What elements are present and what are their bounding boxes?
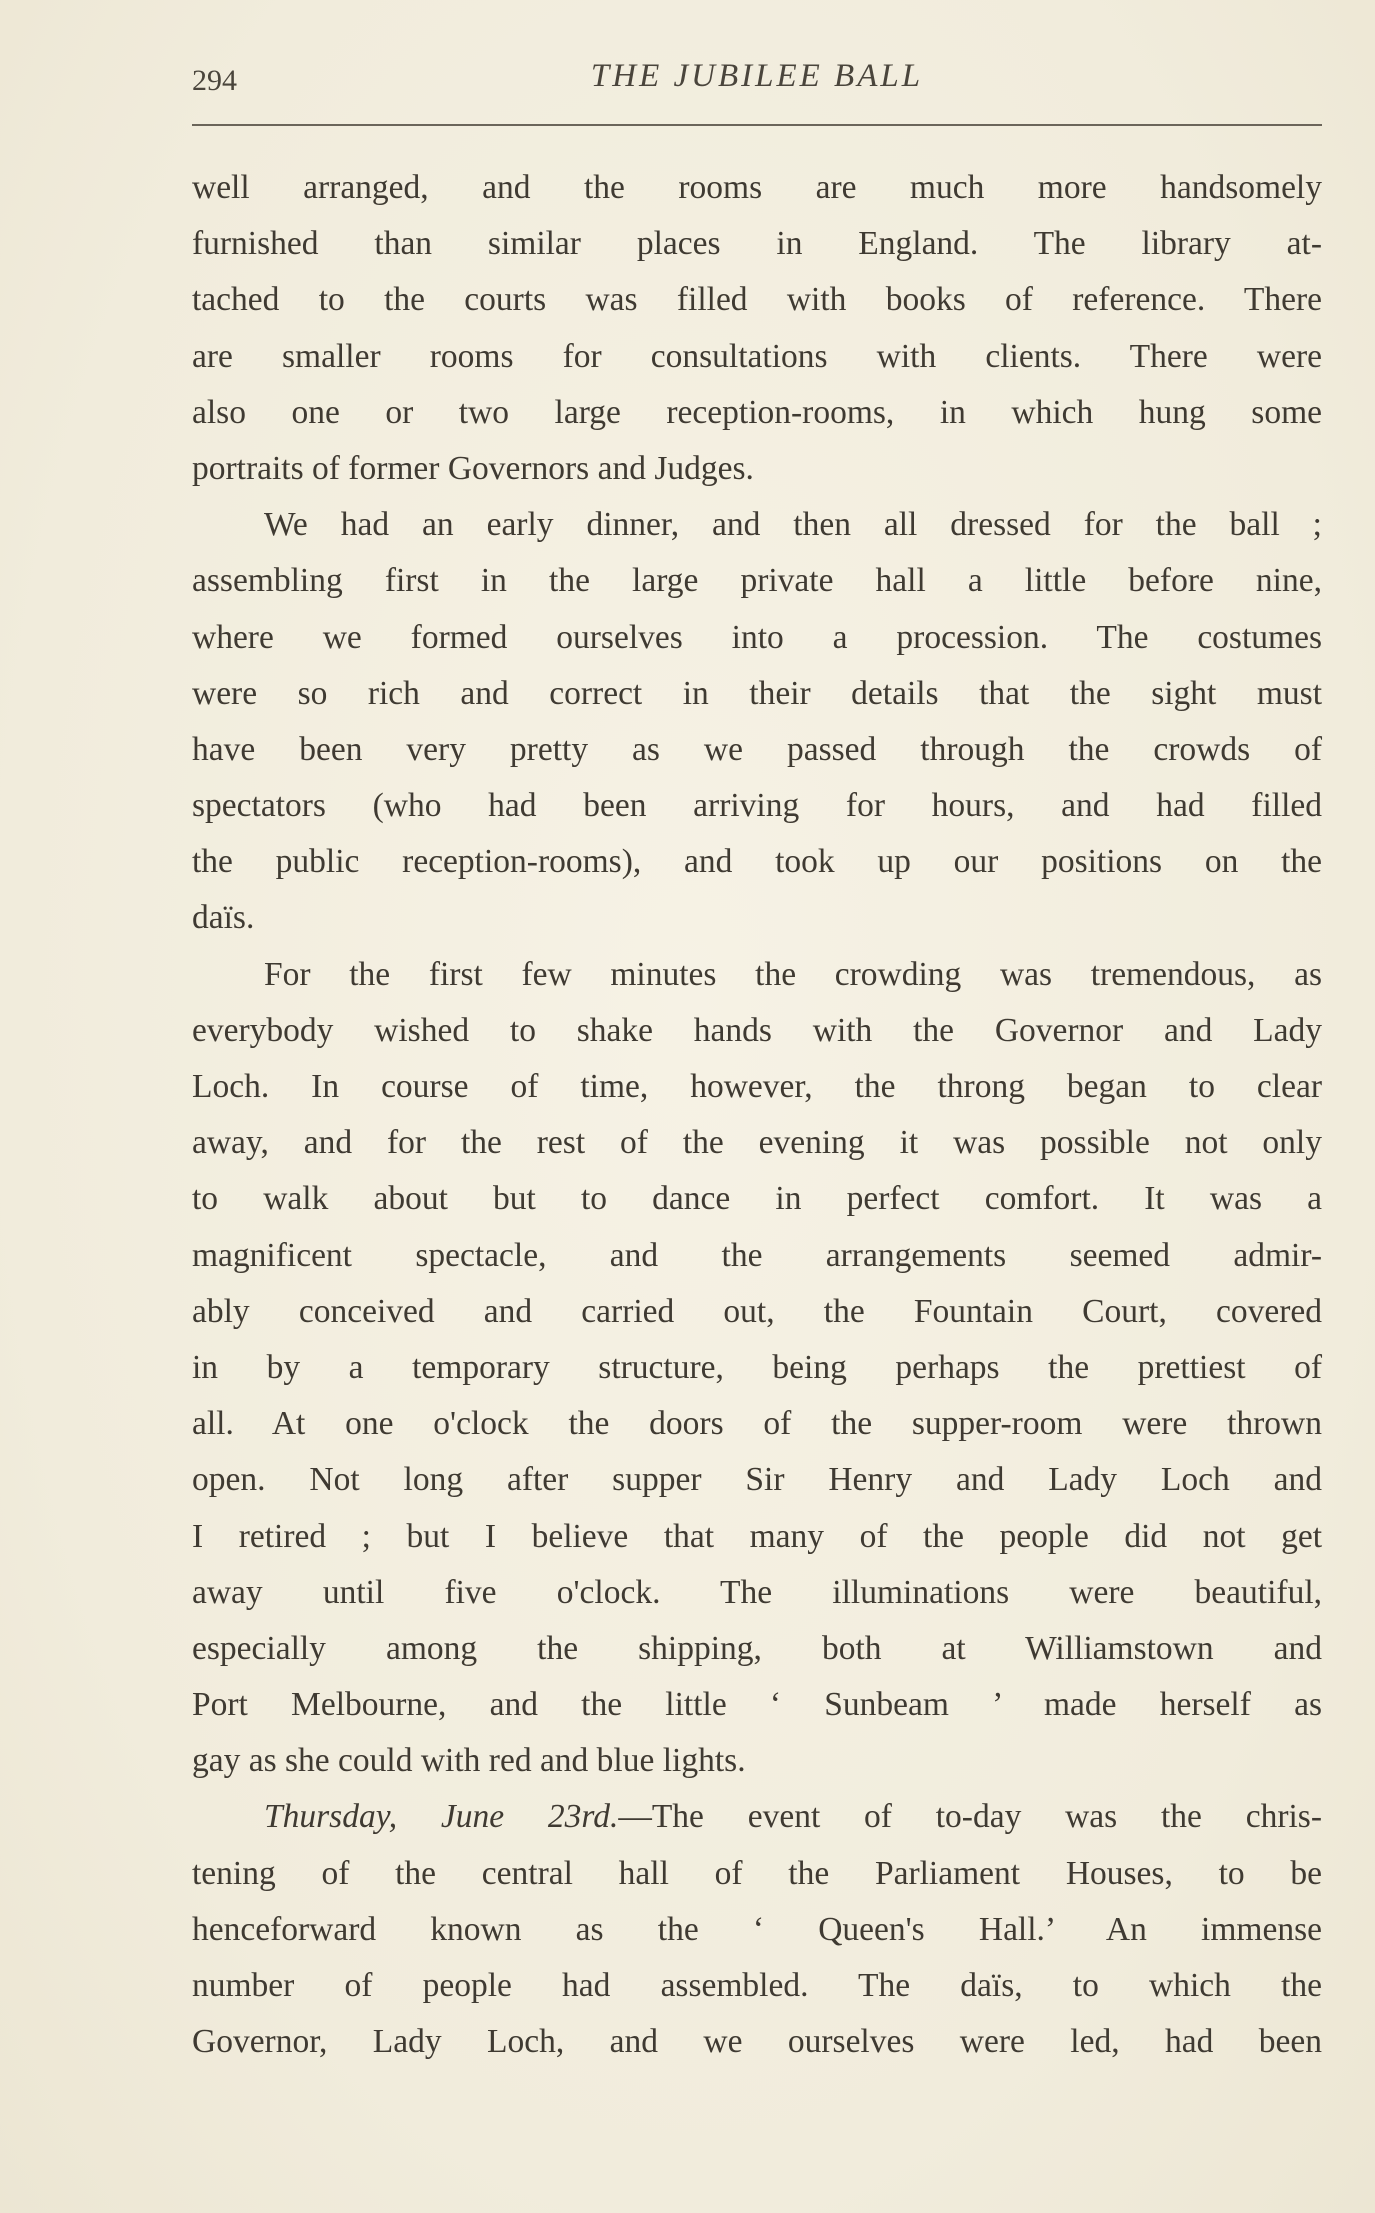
text-line-dateline xyxy=(192,1789,1322,1845)
text-line: away, and for the rest of the evening it was possible not only xyxy=(192,1124,1322,1162)
text-line: have been very pretty as we passed through the crowds of xyxy=(192,730,1322,768)
text-line: away until five o'clock. The illuminations were beautiful, xyxy=(192,1573,1322,1611)
text-line: where we formed ourselves into a procession. The costumes xyxy=(192,618,1322,656)
text-line-continuation: —The event of to-day was the chris- xyxy=(618,1798,1322,1836)
text-line: tached to the courts was filled with books of reference. There xyxy=(192,281,1322,319)
running-head: THE JUBILEE BALL xyxy=(590,58,924,94)
text-line: open. Not long after supper Sir Henry and Lady Loch and xyxy=(192,1461,1322,1499)
text-line: assembling first in the large private hall a little before nine, xyxy=(192,562,1322,600)
text-line: all. At one o'clock the doors of the supper-room were thrown xyxy=(192,1405,1322,1443)
text-line: gay as she could with red and blue lights. xyxy=(192,1742,746,1780)
text-line: well arranged, and the rooms are much more handsomely xyxy=(192,169,1322,206)
text-line: spectators (who had been arriving for hours, and had filled xyxy=(192,787,1322,825)
text-line: I retired ; but I believe that many of the people did not get xyxy=(192,1517,1322,1555)
page-number: 294 xyxy=(192,64,237,97)
dateline: Thursday, June 23rd. xyxy=(264,1798,619,1836)
page-header xyxy=(192,58,1322,104)
text-line: tening of the central hall of the Parliament Houses, to be xyxy=(192,1854,1322,1892)
text-line: For the first few minutes the crowding was tremendous, as xyxy=(264,955,1322,993)
text-line: number of people had assembled. The daïs, to which the xyxy=(192,1967,1322,2004)
text-line: are smaller rooms for consultations with clients. There were xyxy=(192,337,1322,375)
text-line: Governor, Lady Loch, and we ourselves were led, had been xyxy=(192,2023,1322,2061)
text-line: were so rich and correct in their details that the sight must xyxy=(192,674,1322,712)
text-line: We had an early dinner, and then all dressed for the ball ; xyxy=(264,506,1322,544)
text-line: the public reception-rooms), and took up our positions on the xyxy=(192,843,1322,881)
text-line: furnished than similar places in England. The library at- xyxy=(192,225,1322,263)
text-line: daïs. xyxy=(192,899,255,937)
text-line: magnificent spectacle, and the arrangements seemed admir- xyxy=(192,1236,1322,1274)
text-line: Loch. In course of time, however, the throng began to clear xyxy=(192,1068,1322,1105)
body-text xyxy=(192,160,1322,2070)
text-line: ably conceived and carried out, the Fountain Court, covered xyxy=(192,1292,1322,1330)
text-line: in by a temporary structure, being perhaps the prettiest of xyxy=(192,1348,1322,1386)
text-line: especially among the shipping, both at Williamstown and xyxy=(192,1629,1322,1667)
text-line: to walk about but to dance in perfect comfort. It was a xyxy=(192,1180,1322,1218)
text-line: henceforward known as the ‘ Queen's Hall.’ An immense xyxy=(192,1910,1322,1948)
text-line: portraits of former Governors and Judges. xyxy=(192,449,754,487)
text-line: Port Melbourne, and the little ‘ Sunbeam ’ made herself as xyxy=(192,1686,1322,1724)
text-line: also one or two large reception-rooms, in which hung some xyxy=(192,393,1322,431)
header-rule xyxy=(192,124,1322,126)
text-line: everybody wished to shake hands with the Governor and Lady xyxy=(192,1011,1322,1049)
